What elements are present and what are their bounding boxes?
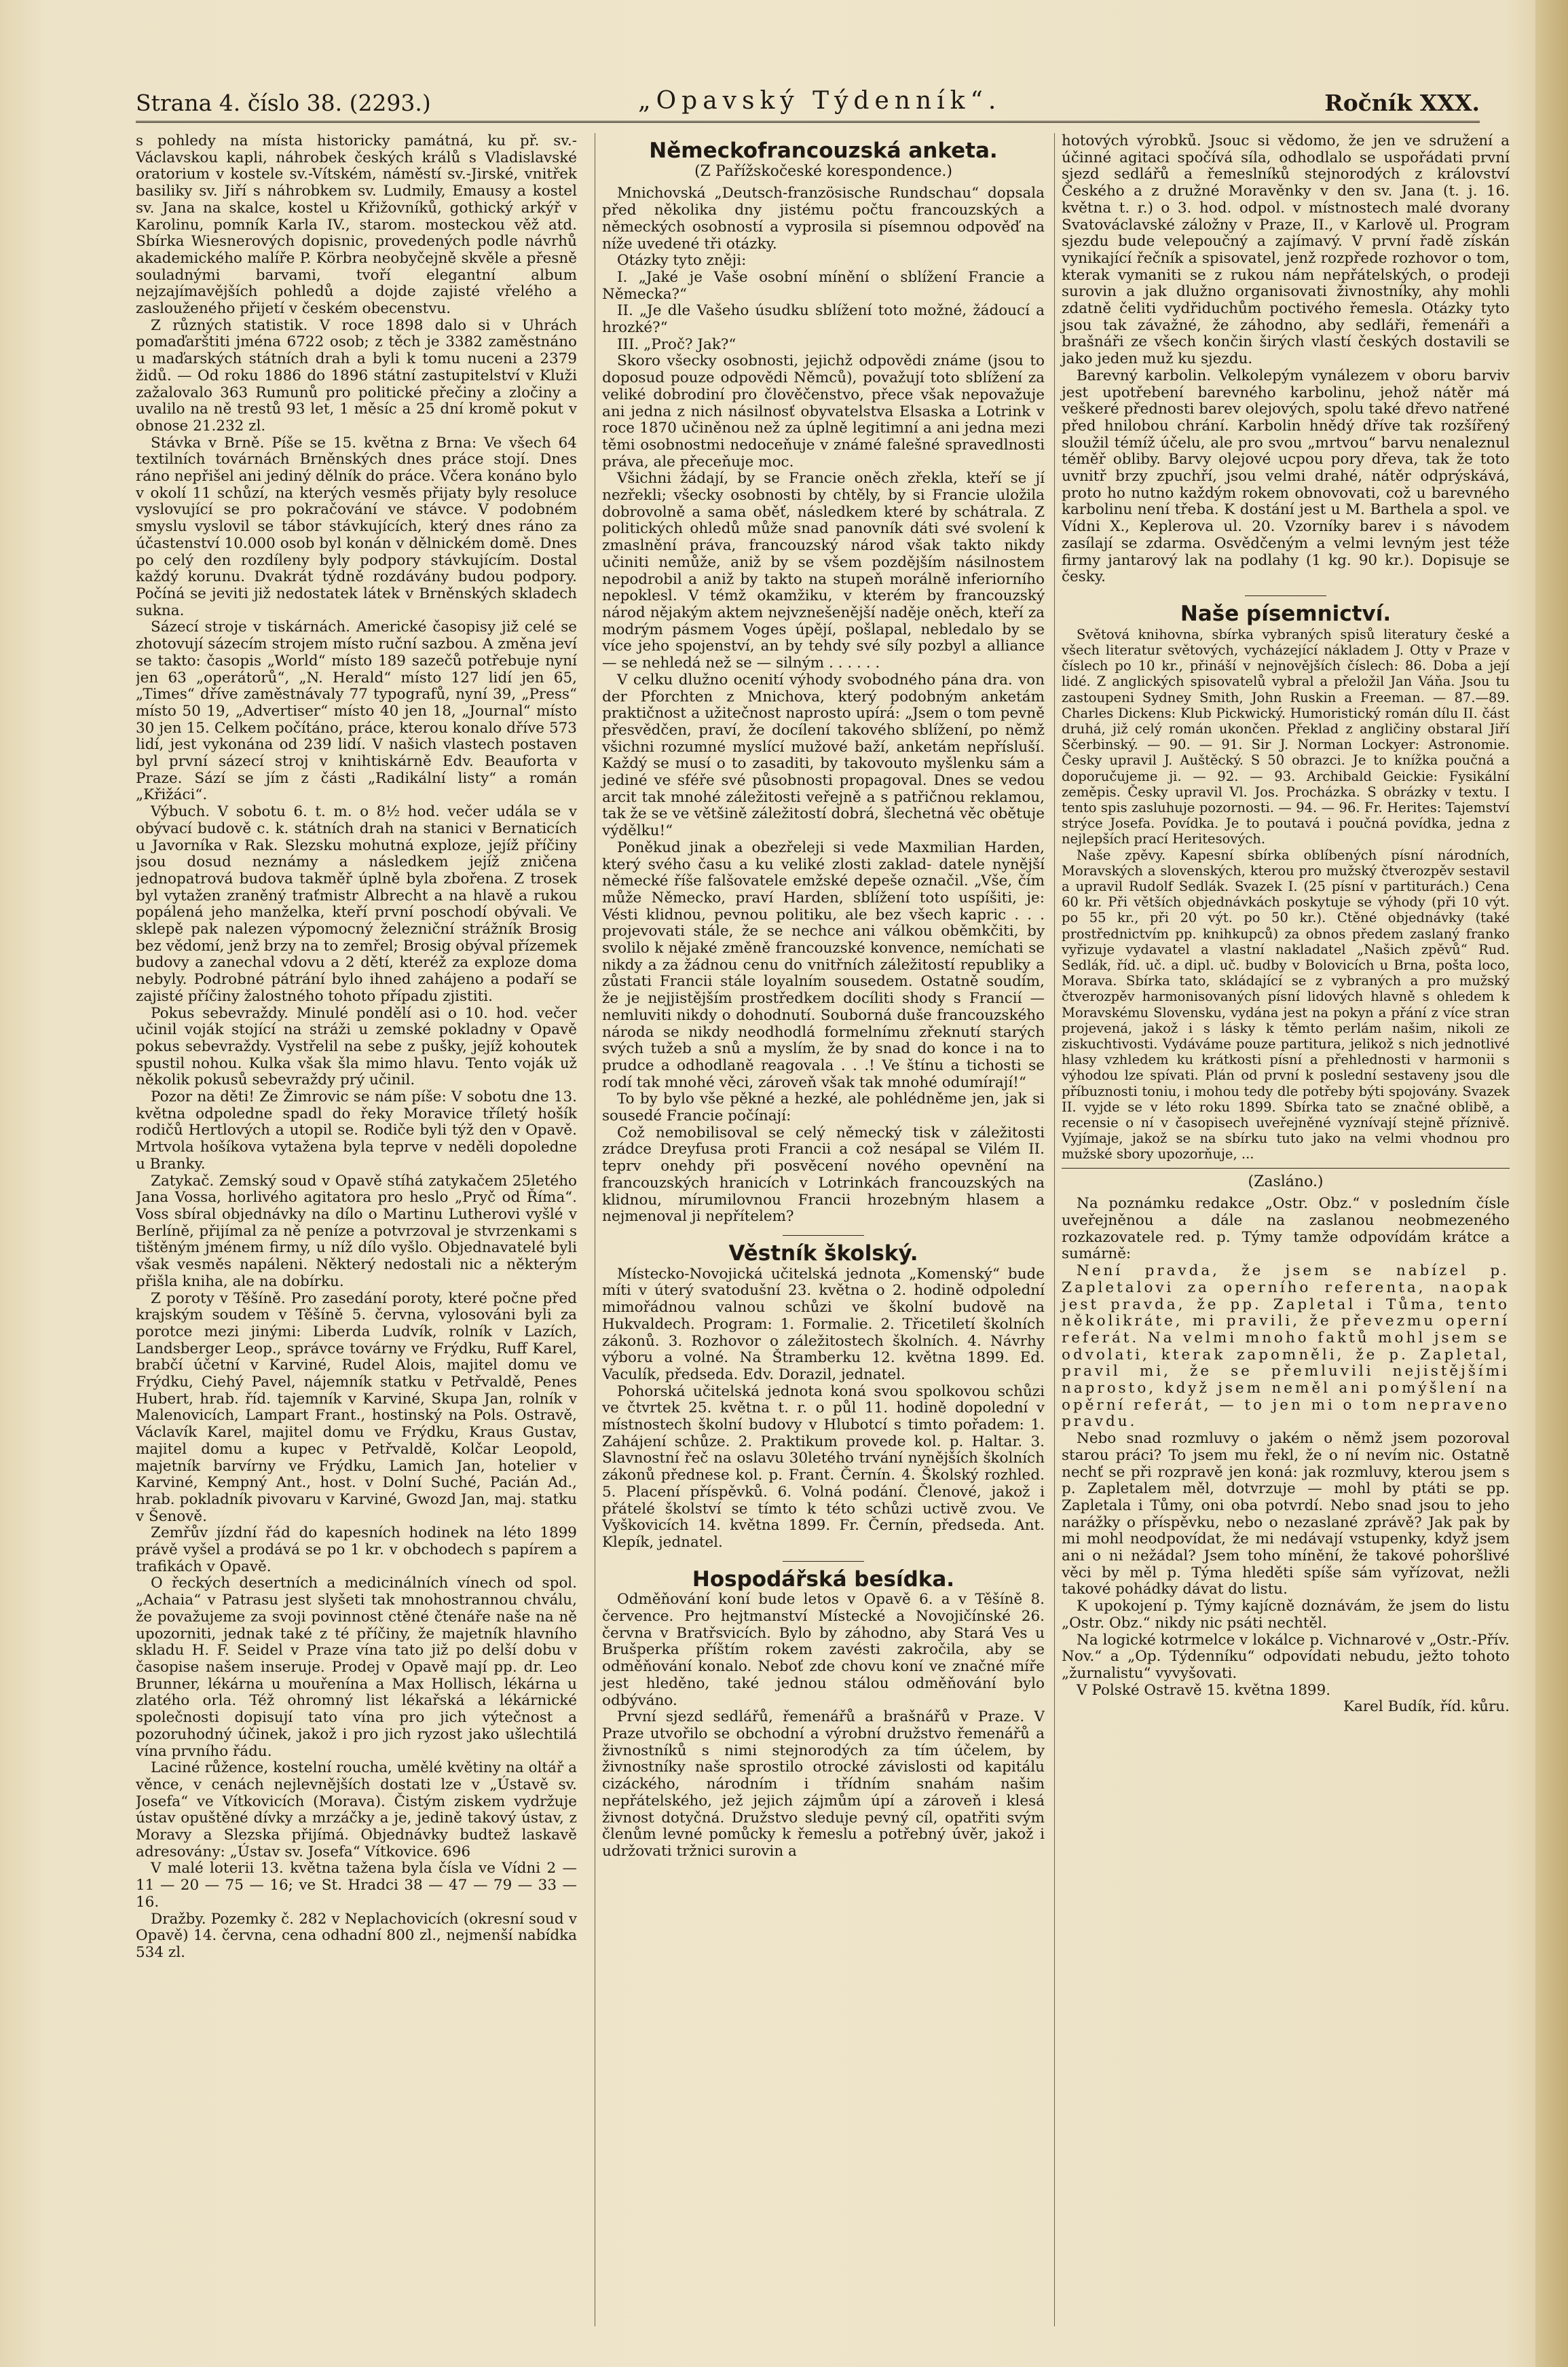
school-paragraph: Pohorská učitelská jednota koná svou spolkovou schůzi ve čtvrtek 25. května t. r. o půl 11. hodině dopolední v místnostech školní budovy v Hlubotcí s timto pořadem: 1. Zahájení schůze. 2. Praktikum provede kol. p. Haltar. 3. Slavnostní řeč na oslavu 30letého trvání nynějších školních zákonů přednese kol. p. Frant. Černín. 4. Školský rozhled. 5. Placení příspěvků. 6. Volná podání. Členové, jakož i přátelé školství se tímto k této schůzi uctivě zvou. Ve Vyškovicích 14. května 1899. Fr. Černín, předseda. Ant. Klepík, jednatel.	[602, 1382, 1045, 1551]
section-divider	[1062, 1168, 1510, 1169]
section-title-school: Věstník školský.	[728, 1241, 918, 1266]
column-middle	[595, 133, 1045, 2326]
page-header	[136, 80, 1480, 123]
section-title-literature: Naše písemnictví.	[1180, 601, 1392, 626]
news-paragraph: Stávka v Brně. Píše se 15. května z Brna: Ve všech 64 textilních továrnách Brněnských dnes práce stojí. Dnes ráno nepřišel ani jediný dělník do práce. Včera konáno bylo v okolí 11 schůzí, na kterých vesměs přijaty byly resoluce vyslovující se pro pokračování ve stávce. V podobném smyslu vyslovil se tábor stávkujících, který dnes ráno za účastenství 10.000 osob byl konán v dělnickém domě. Dnes po celý den rozdíleny byly podpory stávkujícím. Dostal každý korunu. Dvakrát týdně rozdávány budou podpory. Počíná se jeviti již nedostatek látek v Brněnských skladech sukna.	[136, 434, 577, 619]
news-paragraph: Z poroty v Těšíně. Pro zasedání poroty, které počne před krajským soudem v Těšíně 5. června, vylosováni byli za porotce mezi jinými: Liberda Ludvík, rolník v Lazích, Landsberger Leop., správce továrny ve Frýdku, Ruff Karel, brabčí účetní v Karviné, Rudel Alois, majitel domu ve Frýdku, Ciehý Pavel, nájemník statku v Petřvaldě, Penes Hubert, hrab. říd. tajemník v Karviné, Skupa Jan, rolník v Malenovicích, Lampart Frant., hostinský na Pols. Ostravě, Václavík Karel, majitel domu ve Frýdku, Kraus Gustav, majitel domu a kupec v Petřvaldě, Kolčar Leopold, majetník barvírny ve Frýdku, Lamich Jan, hotelier v Karviné, Kempný Ant., host. v Dolní Suché, Pacián Ad., hrab. pokladník pivovaru v Karviné, Gwozd Jan, maj. statku v Šenově.	[136, 1289, 577, 1525]
article-paragraph: Mnichovská „Deutsch-französische Rundschau“ dopsala před několika dny jistému počtu francouzských a německých osobností a vyprosila si písemnou odpověď na níže uvedené tři otázky.	[602, 185, 1045, 253]
news-paragraph: Výbuch. V sobotu 6. t. m. o 8½ hod. večer udála se v obývací budově c. k. státních drah na stanici v Bernaticích u Javorníka v Rak. Slezsku mohutná exploze, jejíž příčiny jsou dosud neznámy a následkem jejíž zničena jednopatrová budova takměř úplně byla zbořena. Z trosek byl vytažen zraněný traťmistr Albrecht a na hlavě a rukou popálená jeho manželka, kteří první poschodí obývali. Ve sklepě pak nalezen výpomocný železniční strážník Brosig bez vědomí, jenž brzy na to zemřel; Brosig obýval přízemek budovy a zanechal vdovu a 2 dětí, kteréž za exploze doma nebyly. Podrobné pátrání bylo ihned zahájeno a podaří se zajisté příčiny žalostného tohoto případu zjistiti.	[136, 803, 577, 1005]
article-paragraph: Skoro všecky osobnosti, jejichž odpovědi známe (jsou to doposud pouze odpovědi Němců), považují toto sblížení za veliké dobrodiní pro člověčenstvo, přece však nepovažuje ani jedna z nich násilnosť obyvatelstva Elsaska a Lotrink v roce 1870 učiněnou než za úplně legitimní a ani jedna mezi těmi osobnostmi nedoceňuje v známé falešné spravedlnosti práva, ale přeceňuje moc.	[602, 352, 1045, 471]
page-number: Strana 4. číslo 38. (2293.)	[136, 90, 431, 116]
news-paragraph: Sázecí stroje v tiskárnách. Americké časopisy již celé se zhotovují sázecím strojem místo ruční sazbou. A změna jeví se takto: časopis „World“ místo 189 sazečů potřebuje nyní jen 63 „operátorů“, „N. Herald“ místo 127 lidí jen 65, „Times“ dříve zaměstnávaly 77 typografů, nyní 39, „Press“ místo 50 19, „Advertiser“ místo 40 jen 18, „Journal“ místo 30 jen 15. Celkem počítáno, práce, kterou konalo dříve 573 lidí, jest vykonána od 239 lidí. V našich vlastech postaven byl první sázecí stroj v knihtiskárně Edv. Beaufortа v Praze. Sází se jím z části „Radikální listy“ a román „Křižáci“.	[136, 619, 577, 804]
news-paragraph: Zemřův jízdní řád do kapesních hodinek na léto 1899 právě vyšel a prodává se po 1 kr. v obchodech s papírem a trafikách v Opavě.	[136, 1524, 577, 1575]
section-title-anketa: Německofrancouzská anketa.	[649, 139, 998, 163]
news-paragraph: Dražby. Pozemky č. 282 v Neplachovicích (okresní soud v Opavě) 14. června, cena odhadní 800 zl., nejmenší nabídka 534 zl.	[136, 1910, 577, 1961]
literature-paragraph: Naše zpěvy. Kapesní sbírka oblíbených písní národních, Moravských a slovenských, kterou pro mužský čtverozpěv sestavil a upravil Rudolf Sedlák. Svazek I. (25 písní v partiturách.) Cena 60 kr. Při větších objednávkách poskytuje se výhody (při 10 výt. po 55 kr., při 20 výt. po 50 kr.). Ctěné objednávky (také prostřednictvím pp. knihkupců) za obnos předem zaslaný franko vyřizuje vydavatel a vlastní nakladatel „Našich zpěvů“ Rud. Sedlák, říd. uč. a dipl. uč. budby v Bolovicích u Brna, pošta loco, Morava. Sbírka tato, skládající se z vybraných a pro mužský čtverozpěv harmonisovaných písní lidových hlavně s ohledem k Moravskému Slovensku, vydána jest na pokyn a přání z více stran projevená, jakož i s lásky k těmto perlám našim, nikoli ze ziskuchtivosti. Vydáváme pouze partitura, jelikož s nich jednotlivé hlasy vzhledem ku krátkosti písní a přehlednosti v harmonii s výhodou lze spívati. Plán od první k poslední sestaveny jsou dle příbuznosti toniu, i mohou tedy dle potřeby býti spojovány. Svazek II. vyjde se v léto roku 1899. Sbírka tato se značné oblibě, a recensie o ní v časopisech uveřejněné vyznívají stejně příznivě. Vyjímaje, jakož se na sbírku tuto jako na velmi vhodnou pro mužské sbory upozorňuje, ...	[1062, 847, 1510, 1162]
article-paragraph: III. „Proč? Jak?“	[617, 335, 736, 353]
page-edge	[1535, 0, 1568, 2367]
volume-number: Ročník XXX.	[1324, 90, 1480, 116]
article-paragraph: To by bylo vše pěkné a hezké, ale pohlédněme jen, jak si sousedé Francie počínají:	[602, 1090, 1045, 1125]
section-divider	[783, 1235, 864, 1236]
article-paragraph: hotových výrobků. Jsouc si vědomo, že jen ve sdružení a účinné agitaci spočívá síla, odhodlalo se uspořádati první sjezd sedlářů a řemeslníků stejnorodých z království Českého a z družné Moravěnky v den sv. Jana (t. j. 16. května t. r.) o 3. hod. odpol. v místnostech malé dvorany Svatováclavské záložny v Praze, II., v Karlově ul. Program sjezdu bude velepoučný a zajímavý. V první řadě získán vynikající řečník a spisovatel, jenž rozpřede rozhovor o tom, kterak vymaniti se z rukou nám nepřátelských, o prodeji surovin a jak dlužno organisovati živnostníky, ahy mohli zdatně čeliti vydřiduchům poctivého řemesla. Otázky tyto jsou tak závažné, že záhodno, aby sedláři, řemenáři a brašnáři ze všech končin širých vlastí českých dostavili se jako jeden muž ku sjezdu.	[1062, 133, 1510, 368]
letter-date: V Polské Ostravě 15. května 1899.	[1077, 1681, 1331, 1699]
article-paragraph: Poněkud jinak a obezřeleji si vede Maxmilian Harden, který svého času a ku veliké zlosti zaklad- datele nynější německé říše falšovatele emžské depeše označil. „Vše, čím může Německo, praví Harden, sblížení toto uspíšiti, je: Vésti klidnou, pevnou politiku, ale bez všech kapric . . . projevovati stále, že se nechce ani válkou oběmkčiti, by svolilo k nějaké změně francouzské konvence, nemíchati se nikdy a za žádnou cenu do vnitřních záležitostí republiky a zůstati Francii stále loyalním sousedem. Ostatně soudím, že je nejjistějším prostředkem docíliti shody s Francií — nemluviti nikdy o dohodnutí. Souborná duše francouzského národa se nikdy neodhodlá formelnímu zřeknutí starých svých tužeb a snů a myslím, že by snad do konce i na to prudce a odhodlaně reagovala . . .! Ve štínu a tichosti se rodí tak mnohé věci, zároveň však tak mnohé odumírají!“	[602, 839, 1045, 1091]
news-paragraph: Pokus sebevraždy. Minulé pondělí asi o 10. hod. večer učinil voják stojící na stráži u zemské pokladny v Opavě pokus sebevraždy. Vystřelil na sebe z pušky, jejíž kohoutek spustil nohou. Kulka však šla mimo hlavu. Tento voják už několik pokusů sebevraždy prý učinil.	[136, 1004, 577, 1089]
school-paragraph: Místecko-Novojická učitelská jednota „Komenský“ bude míti v úterý svatodušní 23. května o 2. hodině odpolední mimořádnou valnou schůzi ve školní budově na Hukvaldech. Program: 1. Formalie. 2. Třicetiletí školních zákonů. 3. Rozhovor o záležitostech školních. 4. Návrhy výboru a volné. Na Štramberku 12. května 1899. Ed. Vaculík, předseda. Edv. Dorazil, jednatel.	[602, 1265, 1045, 1383]
article-paragraph: Barevný karbolin. Velkolepým vynálezem v oboru barviv jest upotřebení barevného karbolinu, jehož nátěr má veškeré přednosti barev olejových, spolu také dřevo natřené před hnilobou chrání. Karbolin hnědý dříve tak rozšířený sloužil témíž účelu, ale pro svou „mrtvou“ barvu nenaleznul téměř obliby. Barvy olejové ucpou pory dřeva, tak že toto uvnitř brzy zpuchří, jsou velmi drahé, nátěr odprýskává, proto ho nutno každým rokem obnovovati, což u barevného karbolinu není třeba. K dostání jest u M. Barthela a spol. ve Vídni X., Keplerova ul. 20. Vzorníky barev i s návodem zasílají se zdarma. Osvědčeným a velmi levným jest téže firmy jantarový lak na podlahy (1 kg. 90 kr.). Dopisuje se česky.	[1062, 367, 1510, 586]
news-paragraph: O řeckých desertních a medicinálních vínech od spol. „Achaia“ v Patrasu jest slyšeti tak mnohostrannou chválu, že považujeme za svoji povinnost ctěné čtenáře naše na ně upozorniti, jednak také z té příčiny, že majetník hlavního skladu H. F. Seidel v Praze vína tato již po delší dobu v časopise našem inseruje. Prodej v Opavě mají pp. dr. Leo Brunner, lékárna u mouřenína a Max Hollisch, lékárna u zlatého orla. Též ohromný list lékařská a lékárnické společnosti dopisují tato vína pro jich výtečnost a pozoruhodný účinek, jakož i pro jich ryzost jako ušlechtilá vína prvního řádu.	[136, 1575, 577, 1760]
letter-paragraph: Na logické kotrmelce v lokálce p. Vichnarové v „Ostr.-Přív. Nov.“ a „Op. Týdenníku“ odpovídati nebudu, ježto tohoto „žurnalistu“ vyvyšovati.	[1062, 1631, 1510, 1682]
news-paragraph: Zatykač. Zemský soud v Opavě stíhá zatykačem 25letého Jana Vossa, horlivého agitatora pro heslo „Pryč od Říma“. Voss sbíral objednávky na dílo o Martinu Lutherovi vyšlé v Berlíně, přijímal za ně peníze a potvrzoval je stvrzenkami s tištěným jménem firmy, u níž dílo vyšlo. Objednavatelé byli však vesměs napáleni. Některý nedostali nic a některým přišla kniha, ale na dobírku.	[136, 1172, 577, 1290]
news-paragraph: Pozor na děti! Ze Žimrovic se nám píše: V sobotu dne 13. května odpoledne spadl do řeky Moravice tříletý hošík rodičů Hertlových a utopil se. Rodiče byli týž den v Opavě. Mrtvola hošíkova vytažena byla teprve v neděli dopoledne u Branky.	[136, 1088, 577, 1173]
article-paragraph: II. „Je dle Vašeho úsudku sblížení toto možné, žádoucí a hrozké?“	[602, 302, 1045, 337]
section-divider	[1245, 595, 1326, 596]
article-paragraph: Všichni žádají, by se Francie oněch zřekla, kteří se jí nezřekli; všecky osobnosti by chtěly, by si Francie uložila dobrovolně a sama oběť, následkem které by schátrala. Z politických ohledů může snad panovník dáti své svolení k zmaslnění práva, francouzský národ však takto nikdy učiniti nemůže, aniž by se všem pozdějším násilnostem nepodrobil a aniž by takto na stupeň morálně inferiorního nepoklesl. V témž okamžiku, v kterém by francouzský národ nějakým aktem nejvznešenější naděje oněch, kteří za modrým pásmem Voges úpějí, pošlapal, nebledalo by se více jeho spojenství, an by tehdy své síly pozbyl a alliance — se nehledá než se — silným . . . . . .	[602, 470, 1045, 672]
section-title-economy: Hospodářská besídka.	[692, 1566, 955, 1592]
article-paragraph: Otázky tyto zněji:	[617, 252, 747, 270]
article-paragraph: I. „Jaké je Vaše osobní mínění o sblížení Francie a Německa?“	[602, 268, 1045, 303]
section-subtitle: (Z Pařížskočeské korespondence.)	[694, 162, 952, 180]
section-divider	[783, 1561, 864, 1562]
letter-signature: Karel Budík, říd. kůru.	[1343, 1698, 1510, 1716]
news-paragraph: V malé loterii 13. května tažena byla čísla ve Vídni 2 — 11 — 20 — 75 — 16; ve St. Hradci 38 — 47 — 79 — 33 — 16.	[136, 1860, 577, 1911]
economy-paragraph: Odměňování koní bude letos v Opavě 6. a v Těšíně 8. července. Pro hejtmanství Místecké a Novojičínské 26. června v Bratřsvicích. Bylo by záhodno, aby Stará Ves u Brušperka příštím rokem zavésti zakročila, aby se odměňování konalo. Neboť zde chovu koní ve značné míře jest hleděno, také jednou stálou odměňování bylo odbýváno.	[602, 1591, 1045, 1709]
column-left	[136, 133, 577, 2326]
economy-paragraph: První sjezd sedlářů, řemenářů a brašnářů v Praze. V Praze utvořilo se obchodní a výrobní družstvo řemenářů a živnostníků s nimi stejnorodých za tím účelem, by živnostníky naše sprostilo otrocké závislosti od kapitálu cizáckého, národním i třídním snahám našim nepřátelského, jež jejich zájmům úpí a zároveň i klesá živnost dotyčná. Družstvo sleduje pevný cíl, opatřiti svým členům levné pomůcky k řemeslu a potřebný úvěr, jakož i udržovati tržnici surovin a	[602, 1708, 1045, 1860]
news-paragraph: s pohledy na místa historicky památná, ku př. sv.-Václavskou kapli, náhrobek českých králů s Vladislavské oratorium v kostele sv.-Vítském, náměstí sv.-Jirské, vnitřek basiliky sv. Jiří s náhrobkem sv. Ludmily, Emausy a kostel sv. Jana na skalce, kostel u Křižovníků, gothický arkýř v Karolinu, pomník Karla IV., starom. mosteckou věž atd. Sbírka Wiesnerových dopisnic, provedených podle návrhů akademického malíře P. Körbra neobyčejně skvěle a přesně souladnými barvami, tvoří elegantní album nejzajímavějších pohledů a dojde zajisté vřelého a zaslouženého přijetí v českém obecenstvu.	[136, 133, 577, 318]
article-paragraph: Což nemobilisoval se celý německý tisk v záležitosti zrádce Dreyfusa proti Francii a což nesápal se Vilém II. teprv onehdy při posvěcení nového opevnění na francouzských hranicích v Lotrinkách francouzských na klidnou, mírumilovnou Francii hrozebným hlasem a nejmenoval ji nepřítelem?	[602, 1124, 1045, 1226]
section-title-zaslano: (Zasláno.)	[1248, 1173, 1324, 1190]
letter-paragraph: Není pravda, že jsem se nabízel p. Zapletalovi za operního referenta, naopak jest pravda, že pp. Zapletal i Tůma, tento několikráte, mi pravili, že převezmu operní referát. Na velmi mnoho faktů mohl jsem se odvolati, kterak zapomněli, že p. Zapletal, pravil mi, že se přemluvili nejistějšími naprosto, když jsem neměl ani pomýšlení na opěrní referát, — to jen mi o tom nepraveno pravdu.	[1062, 1262, 1510, 1431]
literature-paragraph: Světová knihovna, sbírka vybraných spisů literatury české a všech literatur světových, vycházející nákladem J. Otty v Praze v číslech po 10 kr., přináší v nejnovějších číslech: 86. Doba a její lidé. Z anglických spisovatelů vybral a přeložil Jan Váňa. Jsou tu zastoupeni Sydney Smith, John Ruskin a Freeman. — 87.—89. Charles Dickens: Klub Pickwický. Humoristický román dílu II. část druhá, již celý román ukončen. Překlad z angličiny obstaral Jiří Sčerbinský. — 90. — 91. Sir J. Norman Lockyer: Astronomie. Česky upravil J. Auštěcký. S 50 obrazci. Je to knížka poučná a doporučujeme ji. — 92. — 93. Archibald Geickie: Fysikální zeměpis. Česky upravil Vl. Jos. Procházka. S obrázky v textu. I tento spis zasluhuje pozornosti. — 94. — 96. Fr. Herites: Tajemství strýce Josefa. Povídka. Je to poutavá i poučná povídka, jedna z nejlepších prací Heritesových.	[1062, 626, 1510, 847]
article-paragraph: V celku dlužno ocenití výhody svobodného pána dra. von der Pforchten z Mnichova, který podobným anketám praktičnost a užitečnost naprosto upírá: „Jsem o tom pevně přesvědčen, praví, že docílení takového sblížení, po němž všichni rozumné myslící mužové baží, anketám nepřísluší. Každý se musí o to zasaditi, by takovouto myšlenku sám a jediné ve sféře své působnosti propagoval. Dnes se vedou arcit tak mnohé záležitosti veřejně a s patřičnou reklamou, tak že se ve většině záležitostí dobrá, šlechetná věc obětuje výdělku!“	[602, 671, 1045, 840]
news-paragraph: Laciné růžence, kostelní roucha, umělé květiny na oltář a věnce, v cenách nejlevnějších dostati lze v „Ústavě sv. Josefa“ ve Vítkovicích (Morava). Čistým ziskem vydržuje ústav opuštěné dívky a mrzáčky a je, jedině takový ústav, z Moravy a Slezska přijímá. Objednávky budtež laskavě adresovány: „Ústav sv. Josefa“ Vítkovice. 696	[136, 1759, 577, 1860]
newspaper-title: „Opavský Týdenník“.	[638, 87, 1002, 115]
letter-paragraph: K upokojení p. Týmy kajícně doznávám, že jsem do listu „Ostr. Obz.“ nikdy nic psáti nechtěl.	[1062, 1598, 1510, 1632]
letter-paragraph: Na poznámku redakce „Ostr. Obz.“ v posledním čísle uveřejněnou a dále na zaslanou neobmezeného rozkazovatele red. p. Týmy tamže odpovídám krátce a sumárně:	[1062, 1195, 1510, 1263]
column-right	[1054, 133, 1510, 2326]
letter-paragraph: Nebo snad rozmluvy o jakém o němž jsem pozoroval starou práci? To jsem mu řekl, že o ní nevím nic. Ostatně nechť se při rozpravě jen koná: jak rozmluvy, kterou jsem s p. Zapletalem měl, dotvrzuje — mohl by ptáti se pp. Zapletala i Tůmy, oni oba potvrdí. Nebo snad jsou to jeho narážky o příspěvku, nebo o nezaslané zprávě? Jak pak by mi mohl neodpovídat, že mi nedávají vstupenky, když jsem ani o ni nežádal? Jsem toho mínění, že takové pohoršlivé věci by měl p. Týma hleděti spíše sám vyřízovat, nežli takové pohádky dávat do listu.	[1062, 1430, 1510, 1598]
news-paragraph: Z různých statistik. V roce 1898 dalo si v Uhrách pomaďarštiti jména 6722 osob; z těch je 3382 zaměstnáno u maďarských státních drah a byli k tomu nuceni a 2379 židů. — Od roku 1886 do 1896 státní zastupitelství v Kluži zažalovalo 363 Rumunů pro politické přečiny a zločiny a uvalilo na ně trestů 93 let, 1 měsíc a 25 dní kromě pokut v obnose 21.232 zl.	[136, 316, 577, 435]
